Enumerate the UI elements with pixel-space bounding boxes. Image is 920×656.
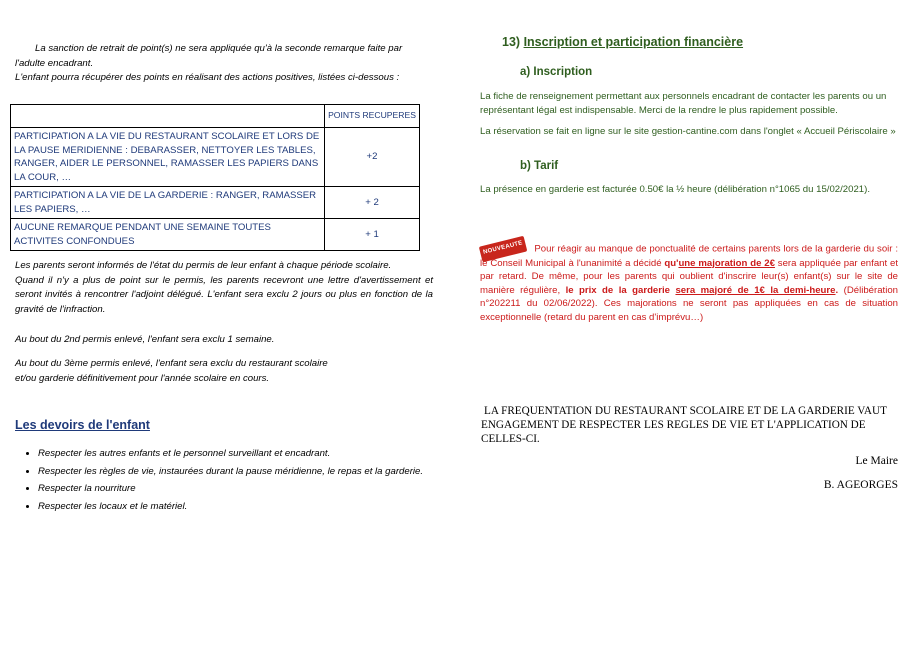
signature-name: B. AGEORGES (823, 479, 898, 491)
third-permit-line2: et/ou garderie définitivement pour l'année scolaire en cours. (15, 372, 270, 384)
third-permit-line1: Au bout du 3ème permis enlevé, l'enfant sera exclu du restaurant scolaire (15, 358, 328, 369)
sanction-text: La sanction de retrait de point(s) ne sera appliquée qu'à la seconde remarque faite par l'adulte encadrant. (15, 43, 403, 69)
permit-paragraph (15, 259, 433, 317)
recover-points-text: L'enfant pourra récupérer des points en réalisant des actions positives, listées ci-dessous : (15, 72, 400, 83)
section-number: 13) (502, 35, 521, 49)
points-table (10, 104, 420, 251)
list-item: • Respecter les règles de vie, instaurées durant la pause méridienne, le repas et la garderie. (38, 465, 452, 480)
second-permit-text: Au bout du 2nd permis enlevé, l'enfant sera exclu 1 semaine. (15, 334, 275, 345)
closing-statement: LA FREQUENTATION DU RESTAURANT SCOLAIRE ET DE LA GARDERIE VAUT ENGAGEMENT DE RESPECTER LES REGLES DE VIE ET L'APPLICATION DE CELLES-CI. (481, 405, 887, 445)
duties-list (18, 447, 452, 517)
subsection-b-heading: b) Tarif (520, 160, 559, 172)
table-cell-points: + 1 (325, 219, 420, 251)
list-item: • Respecter les locaux et le matériel. (38, 500, 452, 515)
table-row (11, 219, 420, 251)
surcharge-text-2: sera appliquée par enfant et par retard. De même, pour les parents qui oublient d'inscrire leur(s) enfant(s) sur le site de manière régulière, (480, 257, 898, 296)
list-item: • Respecter la nourriture (38, 482, 452, 497)
table-cell-action: AUCUNE REMARQUE PENDANT UNE SEMAINE TOUTES ACTIVITES CONFONDUES (11, 219, 325, 251)
surcharge-notice (480, 241, 898, 324)
surcharge-text-3: (Délibération n°202211 du 02/06/2022). Ces majorations ne seront pas appliquées en cas de situation exceptionnelle (retard du parent en cas d'imprévu…) (480, 284, 899, 323)
surcharge-text-1: Pour réagir au manque de ponctualité de certains parents lors de la garderie du soir : le Conseil Municipal à l'unanimité a décidé (480, 243, 898, 269)
parents-informed-text: Les parents seront informés de l'état du permis de leur enfant à chaque période scolaire. (15, 260, 392, 271)
table-cell-points: +2 (325, 128, 420, 187)
table-header-points: POINTS RECUPERES (325, 105, 420, 128)
surcharge-bold-3: . (835, 284, 839, 296)
table-row (11, 128, 420, 187)
surcharge-bold-1: qu' (664, 257, 679, 269)
signature-title: Le Maire (855, 455, 898, 467)
new-stamp: NOUVEAUTE (479, 236, 528, 262)
table-cell-action: PARTICIPATION A LA VIE DU RESTAURANT SCOLAIRE ET LORS DE LA PAUSE MERIDIENNE : DEBARASSER, NETTOYER LES TABLES, RANGER, AIDER LE PERSONNEL, RAMASSER LES PAPIERS DANS LA COUR, … (11, 128, 325, 187)
rate-text: La présence en garderie est facturée 0.50€ la ½ heure (délibération n°1065 du 15/02/2021). (480, 184, 870, 195)
section-title: Inscription et participation financière (523, 35, 744, 49)
surcharge-amount-2: une majoration de 2€ (678, 257, 775, 269)
table-header-empty-cell (11, 105, 325, 128)
third-permit-paragraph (15, 357, 433, 386)
table-row (11, 187, 420, 219)
list-item: • Respecter les autres enfants et le personnel surveillant et encadrant. (38, 447, 452, 462)
intro-paragraph (15, 42, 415, 86)
subsection-a-heading: a) Inscription (520, 66, 593, 78)
section-13-heading (502, 35, 743, 49)
duties-title: Les devoirs de l'enfant (15, 418, 150, 432)
table-header-row (11, 105, 420, 128)
surcharge-amount-1: sera majoré de 1€ la demi-heure (675, 284, 836, 296)
warning-letter-text: Quand il n'y a plus de point sur le permis, les parents recevront une lettre d'avertissement et seront invités à rencontrer l'adjoint délégué. L'enfant sera exclu 2 jours ou plus en fonction de la gravité de l'infraction. (15, 274, 433, 315)
surcharge-bold-2: le prix de la garderie (565, 284, 676, 296)
table-cell-points: + 2 (325, 187, 420, 219)
registration-form-text: La fiche de renseignement permettant aux personnels encadrant de contacter les parents ou un représentant légal est indispensable. Merci de la rendre le plus rapidement possible. (480, 91, 887, 116)
online-booking-text: La réservation se fait en ligne sur le site gestion-cantine.com dans l'onglet « Accueil Périscolaire » (480, 126, 896, 137)
table-cell-action: PARTICIPATION A LA VIE DE LA GARDERIE : RANGER, RAMASSER LES PAPIERS, … (11, 187, 325, 219)
